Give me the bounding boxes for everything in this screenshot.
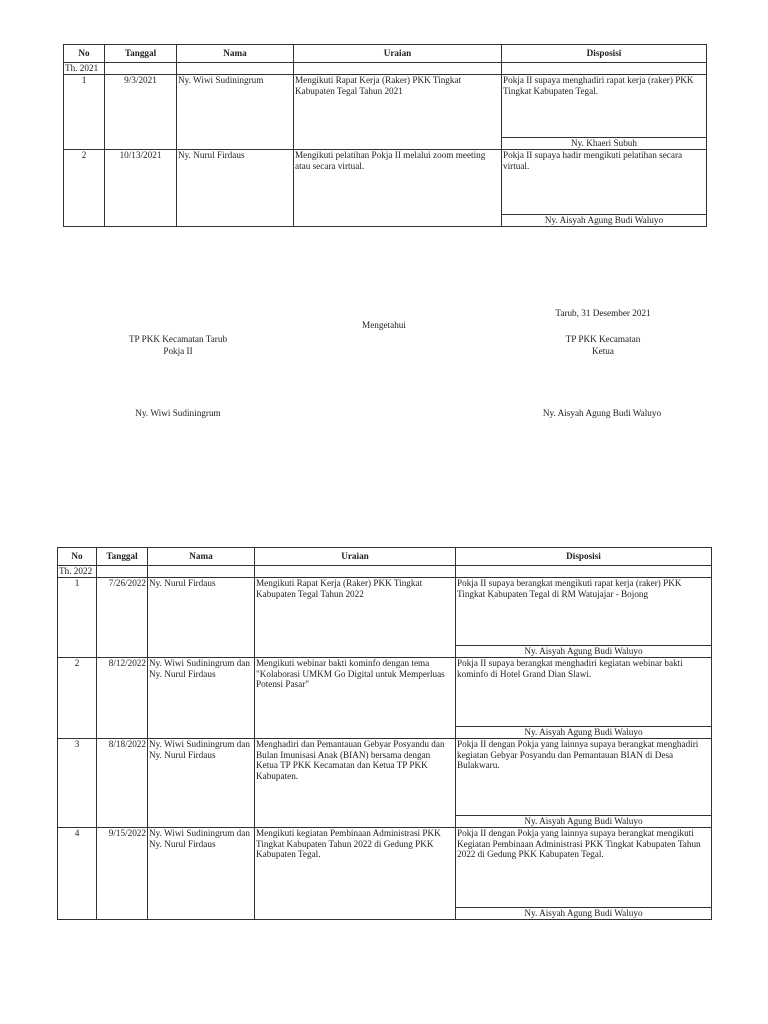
header-nama: Nama — [148, 548, 255, 566]
row-sign: Ny. Aisyah Agung Budi Waluyo — [456, 727, 712, 739]
row-disposisi: Pokja II supaya hadir mengikuti pelatihan secara virtual. — [502, 150, 707, 215]
place-date: Tarub, 31 Desember 2021 — [555, 308, 651, 318]
header-uraian: Uraian — [294, 45, 502, 63]
row-sign: Ny. Aisyah Agung Budi Waluyo — [456, 908, 712, 920]
table-row — [64, 75, 707, 138]
row-disposisi: Pokja II dengan Pokja yang lainnya supaya berangkat menghadiri kegiatan Gebyar Posyandu dan Pemantauan BIAN di Desa Bulakwaru. — [456, 739, 712, 816]
table-row — [58, 578, 712, 646]
row-tanggal: 9/15/2022 — [97, 828, 148, 920]
row-no: 4 — [58, 828, 97, 920]
row-tanggal: 7/26/2022 — [97, 578, 148, 658]
header-nama: Nama — [177, 45, 294, 63]
row-sign: Ny. Khaeri Subuh — [502, 138, 707, 150]
year-row — [64, 63, 707, 75]
row-sign: Ny. Aisyah Agung Budi Waluyo — [502, 215, 707, 227]
right-role: Ketua — [592, 346, 614, 356]
header-no: No — [64, 45, 105, 63]
row-nama: Ny. Nurul Firdaus — [177, 150, 294, 227]
row-uraian: Mengikuti Rapat Kerja (Raker) PKK Tingkat Kabupaten Tegal Tahun 2021 — [294, 75, 502, 150]
row-nama: Ny. Nurul Firdaus — [148, 578, 255, 658]
row-no: 2 — [64, 150, 105, 227]
row-nama: Ny. Wiwi Sudiningrum dan Ny. Nurul Firdaus — [148, 658, 255, 739]
table-row — [58, 658, 712, 727]
table-row — [64, 150, 707, 215]
row-uraian: Mengikuti Rapat Kerja (Raker) PKK Tingkat Kabupaten Tegal Tahun 2022 — [255, 578, 456, 658]
left-org: TP PKK Kecamatan Tarub — [128, 334, 228, 344]
header-no: No — [58, 548, 97, 566]
header-uraian: Uraian — [255, 548, 456, 566]
row-tanggal: 10/13/2021 — [105, 150, 177, 227]
table-header-row — [64, 45, 707, 63]
row-sign: Ny. Aisyah Agung Budi Waluyo — [456, 646, 712, 658]
row-no: 3 — [58, 739, 97, 828]
row-no: 1 — [58, 578, 97, 658]
right-name: Ny. Aisyah Agung Budi Waluyo — [542, 408, 662, 418]
table-2022 — [57, 547, 712, 920]
mengetahui-label: Mengetahui — [362, 320, 406, 330]
header-tanggal: Tanggal — [97, 548, 148, 566]
table-2021 — [63, 44, 707, 227]
row-nama: Ny. Wiwi Sudiningrum dan Ny. Nurul Firdaus — [148, 739, 255, 828]
row-tanggal: 8/18/2022 — [97, 739, 148, 828]
header-tanggal: Tanggal — [105, 45, 177, 63]
year-row — [58, 566, 712, 578]
year-label: Th. 2021 — [64, 63, 105, 75]
left-unit: Pokja II — [163, 346, 193, 356]
row-uraian: Mengikuti webinar bakti kominfo dengan tema "Kolaborasi UMKM Go Digital untuk Memperluas Potensi Pasar" — [255, 658, 456, 739]
table-row — [58, 739, 712, 816]
row-disposisi: Pokja II supaya berangkat mengikuti rapat kerja (raker) PKK Tingkat Kabupaten Tegal di RM Watujajar - Bojong — [456, 578, 712, 646]
row-no: 1 — [64, 75, 105, 150]
table-header-row — [58, 548, 712, 566]
row-tanggal: 8/12/2022 — [97, 658, 148, 739]
table-row — [58, 828, 712, 908]
year-label: Th. 2022 — [58, 566, 97, 578]
row-tanggal: 9/3/2021 — [105, 75, 177, 150]
header-disposisi: Disposisi — [502, 45, 707, 63]
row-uraian: Menghadiri dan Pemantauan Gebyar Posyandu dan Bulan Imunisasi Anak (BIAN) bersama dengan Ketua TP PKK Kecamatan dan Ketua TP PKK Kabupaten. — [255, 739, 456, 828]
right-org: TP PKK Kecamatan — [565, 334, 641, 344]
header-disposisi: Disposisi — [456, 548, 712, 566]
row-disposisi: Pokja II dengan Pokja yang lainnya supaya berangkat mengikuti Kegiatan Pembinaan Administrasi PKK Tingkat Kabupaten Tahun 2022 di Gedung PKK Kabupaten Tegal. — [456, 828, 712, 908]
row-nama: Ny. Wiwi Sudiningrum dan Ny. Nurul Firdaus — [148, 828, 255, 920]
row-disposisi: Pokja II supaya berangkat menghadiri kegiatan webinar bakti kominfo di Hotel Grand Dian Slawi. — [456, 658, 712, 727]
row-uraian: Mengikuti pelatihan Pokja II melalui zoom meeting atau secara virtual. — [294, 150, 502, 227]
row-sign: Ny. Aisyah Agung Budi Waluyo — [456, 816, 712, 828]
left-name: Ny. Wiwi Sudiningrum — [135, 408, 221, 418]
row-nama: Ny. Wiwi Sudiningrum — [177, 75, 294, 150]
row-uraian: Mengikuti kegiatan Pembinaan Administrasi PKK Tingkat Kabupaten Tahun 2022 di Gedung PKK Kabupaten Tegal. — [255, 828, 456, 920]
row-disposisi: Pokja II supaya menghadiri rapat kerja (raker) PKK Tingkat Kabupaten Tegal. — [502, 75, 707, 138]
row-no: 2 — [58, 658, 97, 739]
